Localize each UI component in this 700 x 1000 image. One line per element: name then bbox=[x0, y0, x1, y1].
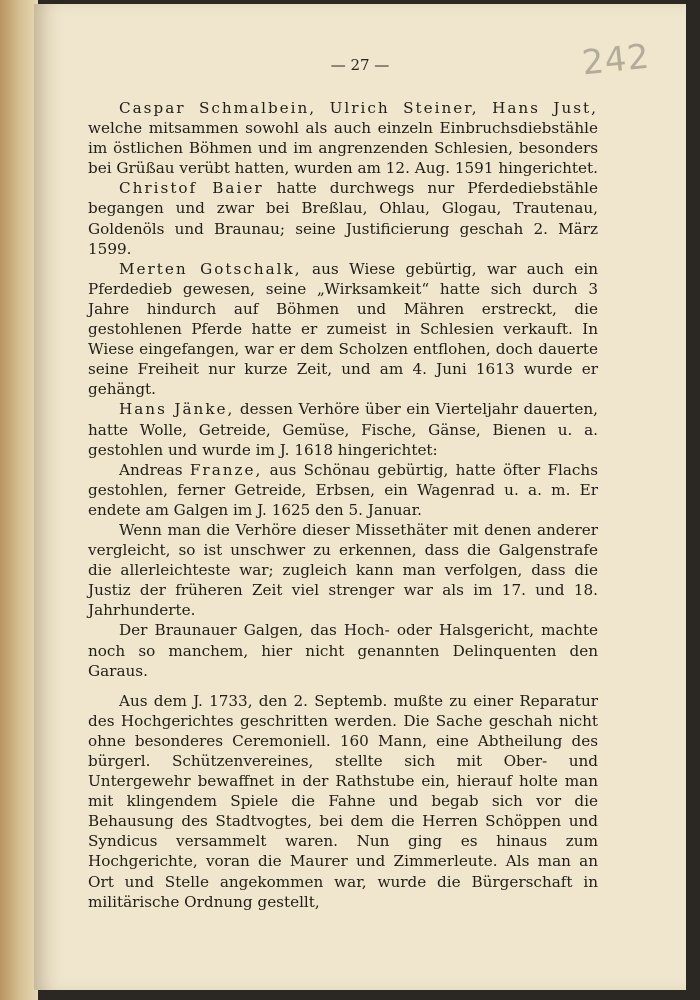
name-caspar-schmalbein: Caspar Schmalbein, Ulrich Steiner, Hans Just, bbox=[119, 99, 598, 117]
paragraph-verhoere: Wenn man die Verhöre dieser Missethäter mit denen anderer vergleicht, so ist unschwer zu erkennen, dass die Galgenstrafe die allerleichteste war; zugleich kann man verfolgen, dass die Justiz der früheren Zeit viel strenger war als im 17. und 18. Jahrhunderte. bbox=[88, 520, 598, 620]
paragraph-hans-jaenke: Hans Jänke, dessen Verhöre über ein Vierteljahr dauerten, hatte Wolle, Getreide, Gemüse, Fische, Gänse, Bienen u. a. gestohlen und wurde im J. 1618 hingerichtet: bbox=[88, 400, 598, 459]
page-number: — 27 — bbox=[330, 56, 390, 74]
name-merten-gotschalk: Merten Gotschalk, bbox=[119, 259, 302, 278]
name-christof-baier: Christof Baier bbox=[119, 179, 264, 198]
paragraph-merten-gotschalk: Merten Gotschalk, aus Wiese gebürtig, war auch ein Pferdedieb gewesen, seine „Wirksamkeit“ hatte sich durch 3 Jahre hindurch auf Böhmen und Mähren erstreckt, die gestohlenen Pferde hatte er zumeist in Schlesien verkauft. In Wiese eingefangen, war er dem Scholzen entflohen, doch dauerte seine Freiheit nur kurze Zeit, und am 4. Juni 1613 wurde er gehängt. bbox=[88, 259, 598, 399]
paragraph-caspar: Caspar Schmalbein, Ulrich Steiner, Hans Just, welche mitsammen sowohl als auch einzeln Einbruchsdiebstähle im östlichen Böhmen und im angrenzenden Schlesien, besonders bei Grüßau verübt hatten, wurden am 12. Aug. 1591 hingerichtet. bbox=[88, 99, 598, 178]
book-page bbox=[34, 4, 686, 990]
paragraph-braunauer-galgen: Der Braunauer Galgen, das Hoch- oder Halsgericht, machte noch so manchem, hier nicht genannten Delinquenten den Garaus. bbox=[88, 621, 598, 680]
paragraph-andreas-franze: Andreas Franze, aus Schönau gebürtig, hatte öfter Flachs gestohlen, ferner Getreide, Erbsen, ein Wagenrad u. a. m. Er endete am Galgen im J. 1625 den 5. Januar. bbox=[88, 460, 598, 519]
book-spine bbox=[0, 0, 38, 1000]
name-andreas-franze: Franze, bbox=[189, 460, 263, 479]
paragraph-1733-reparatur: Aus dem J. 1733, den 2. Septemb. mußte zu einer Reparatur des Hochgerichtes geschritten werden. Die Sache geschah nicht ohne besonderes Ceremoniell. 160 Mann, eine Abtheilung des bürgerl. Schützenvereines, stellte sich mit Ober- und Untergewehr bewaffnet in der Rathstube ein, hierauf holte man mit klingendem Spiele die Fahne und begab sich vor die Behausung des Stadtvogtes, bei dem die Herren Schöppen und Syndicus versammelt waren. Nun ging es hinaus zum Hochgerichte, voran die Maurer und Zimmerleute. Als man an Ort und Stelle angekommen war, wurde die Bürgerschaft in militärische Ordnung gestellt, bbox=[88, 691, 598, 911]
name-hans-jaenke: Hans Jänke, bbox=[119, 400, 235, 419]
paragraph-christof-baier: Christof Baier hatte durchwegs nur Pferdediebstähle begangen und zwar bei Breßlau, Ohlau, Glogau, Trautenau, Goldenöls und Braunau; seine Justificierung geschah 2. März 1599. bbox=[88, 179, 598, 258]
page-text bbox=[88, 98, 598, 912]
handwritten-archive-number: 242 bbox=[580, 36, 652, 84]
